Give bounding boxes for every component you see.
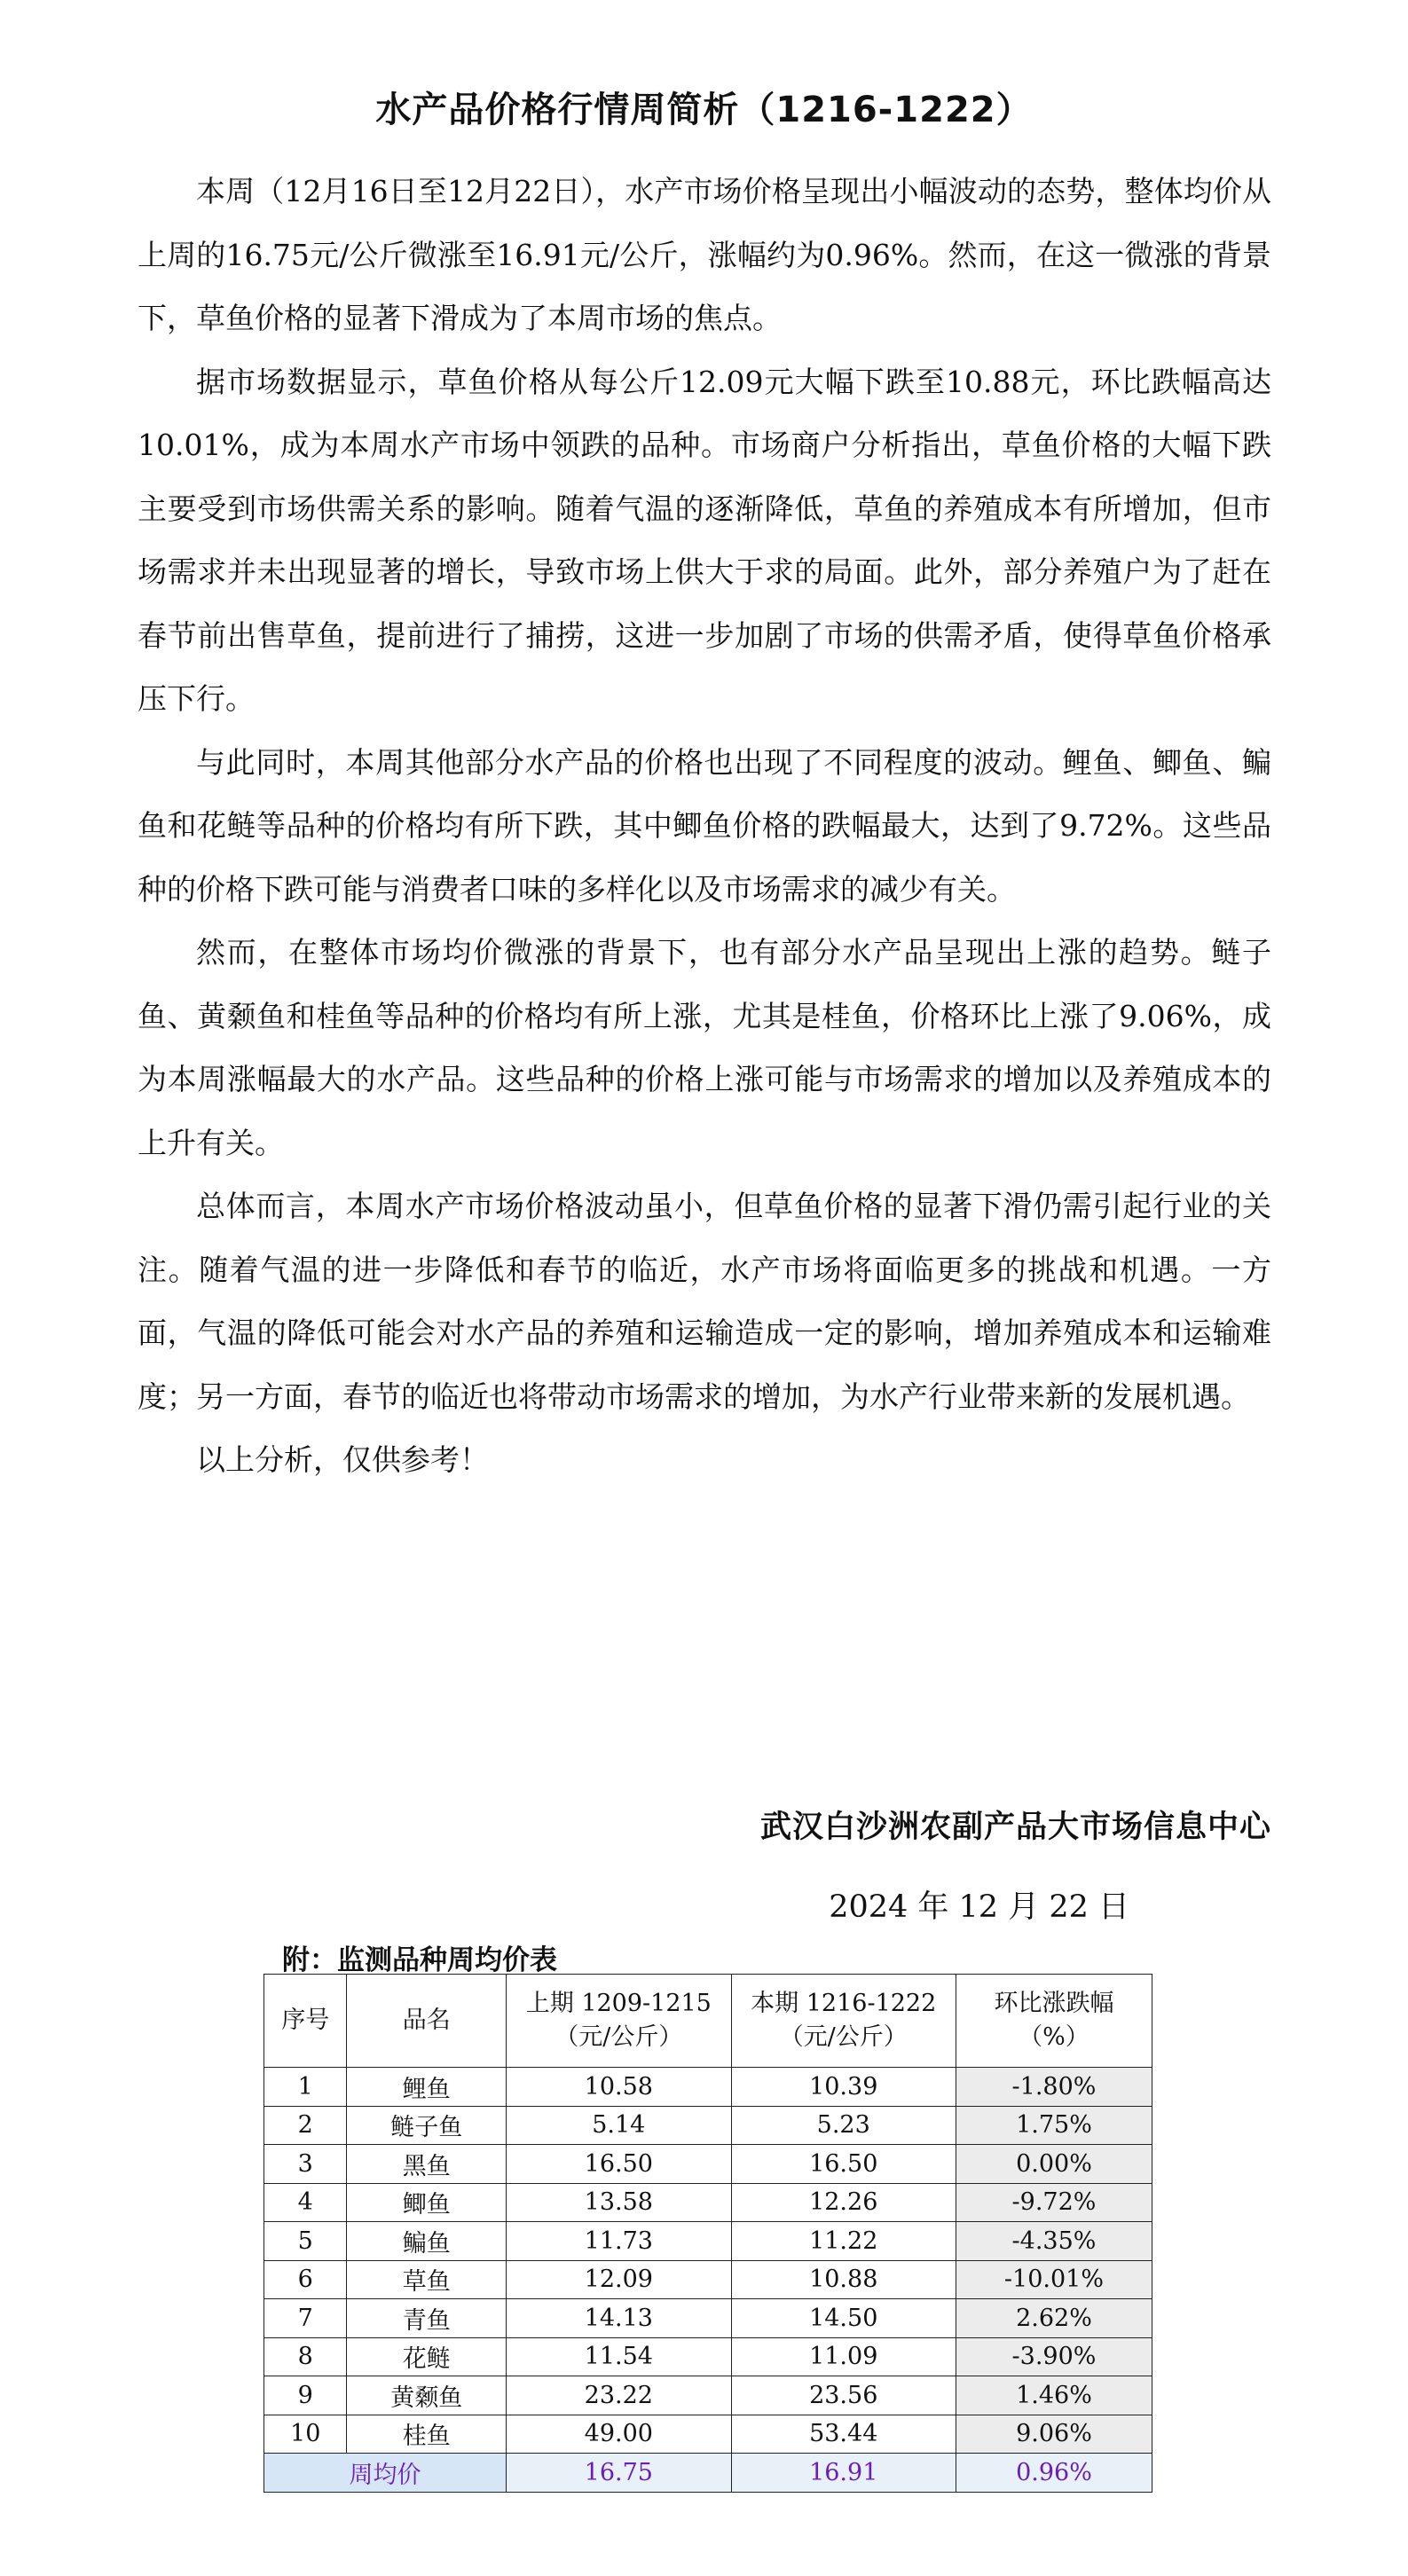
- cell-cur: 11.22: [731, 2222, 956, 2261]
- page-title: 水产品价格行情周简析（1216-1222）: [375, 90, 1033, 130]
- cell-seq: 10: [264, 2415, 347, 2454]
- paragraph: 本周（12月16日至12月22日），水产市场价格呈现出小幅波动的态势，整体均价从上周的16.75元/公斤微涨至16.91元/公斤，涨幅约为0.96%。然而，在这一微涨的背景下，草鱼价格的显著下滑成为了本周市场的焦点。: [138, 174, 1271, 335]
- average-change: 0.96%: [956, 2454, 1152, 2493]
- header-cur-unit: （元/公斤）: [779, 2023, 908, 2051]
- header-seq: 序号: [264, 1975, 347, 2068]
- cell-name: 鲢子鱼: [347, 2106, 507, 2145]
- table-row: [264, 2183, 1152, 2222]
- paragraph: 据市场数据显示，草鱼价格从每公斤12.09元大幅下跌至10.88元，环比跌幅高达10.01%，成为本周水产市场中领跌的品种。市场商户分析指出，草鱼价格的大幅下跌主要受到市场供需关系的影响。随着气温的逐渐降低，草鱼的养殖成本有所增加，但市场需求并未出现显著的增长，导致市场上供大于求的局面。此外，部分养殖户为了赶在春节前出售草鱼，提前进行了捕捞，这进一步加剧了市场的供需矛盾，使得草鱼价格承压下行。: [138, 364, 1271, 716]
- table-row: [264, 2106, 1152, 2145]
- table-caption: 附：监测品种周均价表: [282, 1944, 557, 1976]
- cell-name: 黑鱼: [347, 2145, 507, 2184]
- cell-prev: 13.58: [507, 2183, 731, 2222]
- cell-name: 桂鱼: [347, 2415, 507, 2454]
- header-prev: [507, 1975, 731, 2068]
- cell-seq: 7: [264, 2299, 347, 2338]
- signature-date: 2024 年 12 月 22 日: [829, 1889, 1129, 1925]
- average-cur: 16.91: [731, 2454, 956, 2493]
- header-prev-period: 上期 1209-1215: [525, 1990, 712, 2017]
- cell-prev: 49.00: [507, 2415, 731, 2454]
- cell-name: 青鱼: [347, 2299, 507, 2338]
- header-change: [956, 1975, 1152, 2068]
- cell-cur: 10.39: [731, 2068, 956, 2107]
- header-name: 品名: [347, 1975, 507, 2068]
- cell-change: -3.90%: [956, 2337, 1152, 2376]
- table-row: [264, 2145, 1152, 2184]
- cell-prev: 11.73: [507, 2222, 731, 2261]
- average-label: 周均价: [264, 2454, 507, 2493]
- cell-cur: 14.50: [731, 2299, 956, 2338]
- cell-prev: 5.14: [507, 2106, 731, 2145]
- cell-prev: 12.09: [507, 2260, 731, 2299]
- cell-change: 1.46%: [956, 2376, 1152, 2415]
- cell-prev: 11.54: [507, 2337, 731, 2376]
- signature-org: 武汉白沙洲农副产品大市场信息中心: [759, 1809, 1271, 1845]
- paragraph: 总体而言，本周水产市场价格波动虽小，但草鱼价格的显著下滑仍需引起行业的关注。随着气温的进一步降低和春节的临近，水产市场将面临更多的挑战和机遇。一方面，气温的降低可能会对水产品的养殖和运输造成一定的影响，增加养殖成本和运输难度；另一方面，春节的临近也将带动市场需求的增加，为水产行业带来新的发展机遇。: [138, 1189, 1271, 1414]
- cell-seq: 3: [264, 2145, 347, 2184]
- header-change-label: 环比涨跌幅: [994, 1990, 1114, 2017]
- cell-prev: 14.13: [507, 2299, 731, 2338]
- cell-name: 鲤鱼: [347, 2068, 507, 2107]
- table-row: [264, 2299, 1152, 2338]
- table-row: [264, 2260, 1152, 2299]
- cell-name: 花鲢: [347, 2337, 507, 2376]
- cell-seq: 4: [264, 2183, 347, 2222]
- cell-change: 1.75%: [956, 2106, 1152, 2145]
- cell-seq: 5: [264, 2222, 347, 2261]
- cell-cur: 12.26: [731, 2183, 956, 2222]
- average-row: [264, 2454, 1152, 2493]
- table-header-row: [264, 1975, 1152, 2068]
- cell-cur: 11.09: [731, 2337, 956, 2376]
- cell-seq: 6: [264, 2260, 347, 2299]
- cell-seq: 1: [264, 2068, 347, 2107]
- cell-name: 黄颡鱼: [347, 2376, 507, 2415]
- cell-cur: 23.56: [731, 2376, 956, 2415]
- average-prev: 16.75: [507, 2454, 731, 2493]
- cell-change: -10.01%: [956, 2260, 1152, 2299]
- cell-seq: 2: [264, 2106, 347, 2145]
- cell-cur: 53.44: [731, 2415, 956, 2454]
- cell-change: 2.62%: [956, 2299, 1152, 2338]
- table-row: [264, 2415, 1152, 2454]
- cell-name: 草鱼: [347, 2260, 507, 2299]
- header-cur-period: 本期 1216-1222: [751, 1990, 937, 2017]
- cell-name: 鳊鱼: [347, 2222, 507, 2261]
- cell-seq: 8: [264, 2337, 347, 2376]
- cell-cur: 5.23: [731, 2106, 956, 2145]
- table-row: [264, 2337, 1152, 2376]
- paragraph: 然而，在整体市场均价微涨的背景下，也有部分水产品呈现出上涨的趋势。鲢子鱼、黄颡鱼和桂鱼等品种的价格均有所上涨，尤其是桂鱼，价格环比上涨了9.06%，成为本周涨幅最大的水产品。这些品种的价格上涨可能与市场需求的增加以及养殖成本的上升有关。: [138, 935, 1271, 1160]
- table-row: [264, 2376, 1152, 2415]
- paragraph: 以上分析，仅供参考！: [196, 1442, 489, 1477]
- cell-seq: 9: [264, 2376, 347, 2415]
- cell-change: 0.00%: [956, 2145, 1152, 2184]
- header-cur: [731, 1975, 956, 2068]
- table-row: [264, 2068, 1152, 2107]
- cell-name: 鲫鱼: [347, 2183, 507, 2222]
- cell-prev: 23.22: [507, 2376, 731, 2415]
- cell-change: -1.80%: [956, 2068, 1152, 2107]
- cell-cur: 10.88: [731, 2260, 956, 2299]
- cell-change: -4.35%: [956, 2222, 1152, 2261]
- cell-prev: 16.50: [507, 2145, 731, 2184]
- paragraph: 与此同时，本周其他部分水产品的价格也出现了不同程度的波动。鲤鱼、鲫鱼、鳊鱼和花鲢等品种的价格均有所下跌，其中鲫鱼价格的跌幅最大，达到了9.72%。这些品种的价格下跌可能与消费者口味的多样化以及市场需求的减少有关。: [138, 744, 1271, 907]
- cell-cur: 16.50: [731, 2145, 956, 2184]
- cell-change: -9.72%: [956, 2183, 1152, 2222]
- price-table: [264, 1974, 1152, 2493]
- header-prev-unit: （元/公斤）: [555, 2023, 683, 2051]
- table-row: [264, 2222, 1152, 2261]
- cell-change: 9.06%: [956, 2415, 1152, 2454]
- cell-prev: 10.58: [507, 2068, 731, 2107]
- article-body: [138, 160, 1271, 1492]
- header-change-unit: （%）: [1019, 2023, 1089, 2051]
